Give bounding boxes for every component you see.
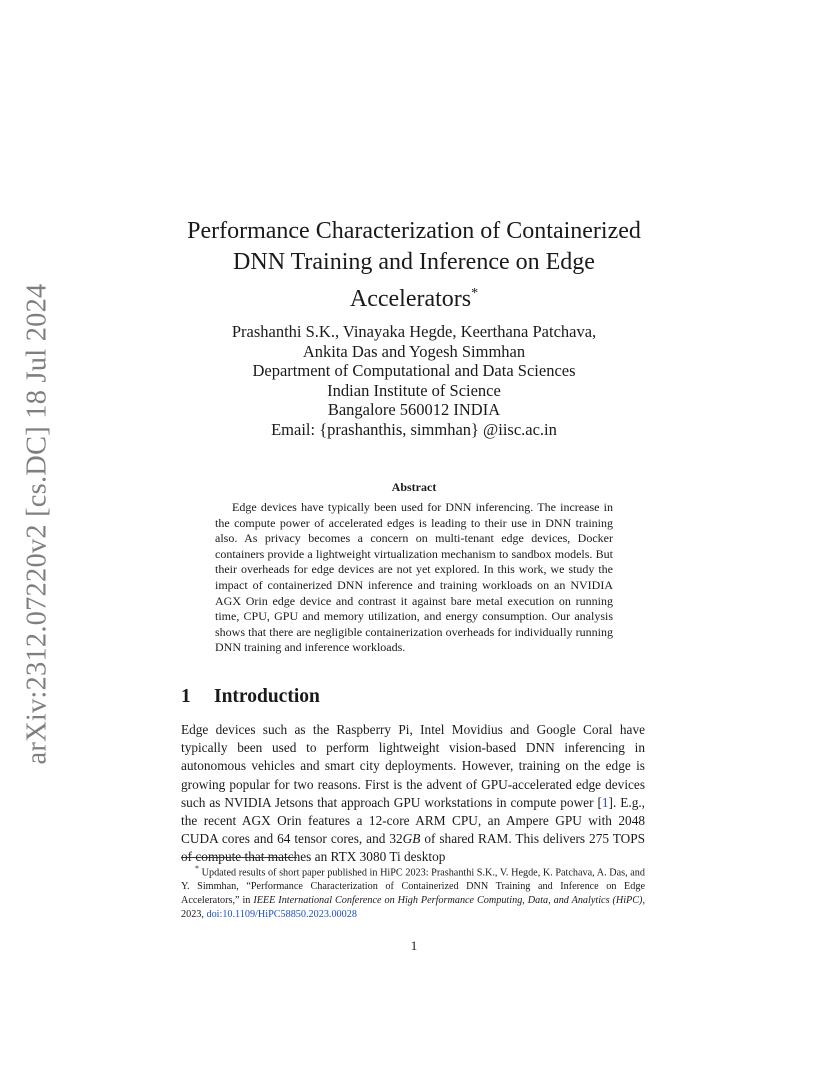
title-footnote-marker: * xyxy=(471,286,479,301)
citation-link[interactable]: 1 xyxy=(601,794,609,810)
intro-text: ]. E.g., the recent AGX Orin features a 12-core ARM CPU, an Ampere GPU with 2048 CUDA cores and 64 tensor cores, and 32 xyxy=(181,794,645,847)
abstract-text: Edge devices have typically been used for DNN inferencing. The increase in the compute power of accelerated edges is leading to their use in DNN training also. As privacy becomes a concern on multi-tenant edge devices, Docker containers provide a lightweight virtualization mechanism to sandbox models. But their overheads for edge devices are not yet explored. In this work, we study the impact of containerized DNN inference and training workloads on an NVIDIA AGX Orin edge device and contrast it against bare metal execution on running time, CPU, GPU and memory utilization, and energy consumption. Our analysis shows that there are negligible containerization overheads for individually running DNN training and inference workloads. xyxy=(215,500,613,655)
page-number: 1 xyxy=(410,938,418,953)
intro-unit: GB xyxy=(402,831,421,847)
title-line: DNN Training and Inference on Edge xyxy=(233,249,595,275)
abstract-heading: Abstract xyxy=(391,480,437,494)
section-heading xyxy=(181,686,320,708)
title-line: Performance Characterization of Containerized xyxy=(187,218,641,244)
section-title: Introduction xyxy=(214,686,320,707)
title-line: Accelerators xyxy=(349,286,472,312)
author-block xyxy=(160,322,668,439)
author-line: Ankita Das and Yogesh Simmhan xyxy=(302,341,526,361)
doi-link[interactable]: doi:10.1109/HiPC58850.2023.00028 xyxy=(206,908,357,920)
affiliation-line: Department of Computational and Data Sciences xyxy=(252,361,576,380)
affiliation-line: Indian Institute of Science xyxy=(327,380,501,400)
arxiv-identifier-text: arXiv:2312.07220v2 [cs.DC] 18 Jul 2024 xyxy=(21,283,53,765)
intro-text: of shared RAM. This delivers 275 TOPS of compute that matches an RTX 3080 Ti desktop xyxy=(181,831,645,865)
paper-title xyxy=(170,216,658,315)
intro-text: Edge devices such as the Raspberry Pi, Intel Movidius and Google Coral have typically been used to perform lightweight vision-based DNN inferencing in autonomous vehicles and smart city deployments. However, training on the edge is growing popular for two reasons. First is the advent of GPU-accelerated edge devices such as NVIDIA Jetsons that approach GPU workstations in compute power [ xyxy=(181,722,645,810)
footnote-text xyxy=(181,862,645,921)
footnote xyxy=(181,862,645,921)
footnote-venue: IEEE International Conference on High Performance Computing, Data, and Analytics (HiPC) xyxy=(253,894,643,906)
introduction-paragraph xyxy=(181,721,645,867)
footnote-marker: * xyxy=(195,864,199,873)
author-line: Prashanthi S.K., Vinayaka Hegde, Keerthana Patchava, xyxy=(231,322,597,341)
footnote-rule xyxy=(181,857,297,858)
introduction-body xyxy=(181,721,645,867)
affiliation-line: Bangalore 560012 INDIA xyxy=(327,400,501,419)
footnote-part: Updated results of short paper published in HiPC 2023: Prashanthi S.K., V. Hegde, K. Patchava, A. Das, and Y. Simmhan, “Performance Characterization of Containerized DNN Training and Inference on Edge Accelerators,” in xyxy=(181,867,645,906)
section-number: 1 xyxy=(181,686,191,707)
arxiv-identifier-stamp xyxy=(20,283,54,765)
abstract-body xyxy=(215,500,613,656)
email-line: Email: {prashanthis, simmhan} @iisc.ac.in xyxy=(271,419,557,439)
footnote-part: , 2023, xyxy=(181,894,645,920)
